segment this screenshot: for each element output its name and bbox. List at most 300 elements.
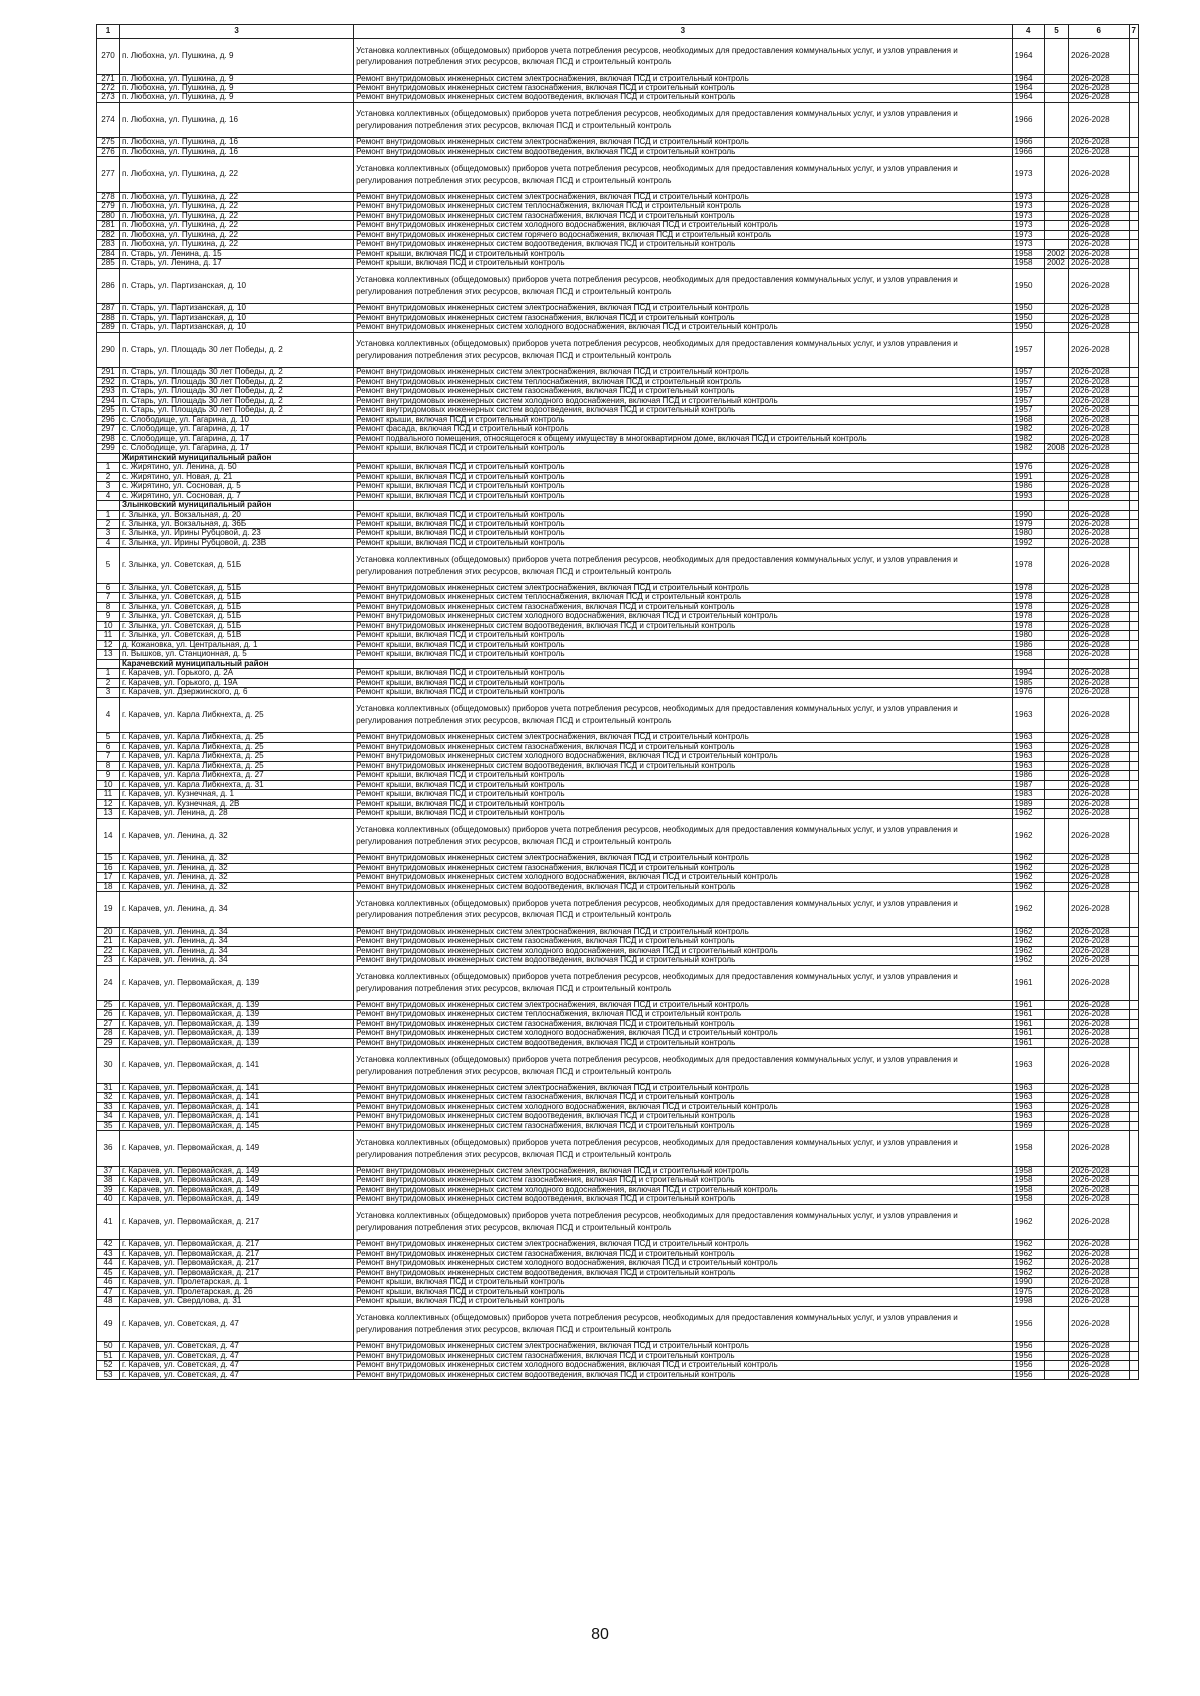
work-type-cell: Ремонт внутридомовых инженерных систем горячего водоснабжения, включая ПСД и строительный контроль (354, 230, 1012, 239)
table-row (97, 780, 1139, 789)
extra-cell (1129, 1010, 1138, 1019)
table-row (97, 640, 1139, 649)
row-number: 26 (97, 1010, 120, 1019)
work-type-cell: Ремонт внутридомовых инженерных систем электроснабжения, включая ПСД и строительный контроль (354, 927, 1012, 936)
year-last-repair-cell (1044, 1112, 1068, 1121)
table-row (97, 1185, 1139, 1194)
table-row (97, 202, 1139, 211)
address-cell: г. Злынка, ул. Советская, д. 51В (119, 631, 353, 640)
table-row (97, 304, 1139, 313)
row-number: 298 (97, 434, 120, 443)
table-row (97, 548, 1139, 584)
row-number: 35 (97, 1121, 120, 1130)
planned-period-cell: 2026-2028 (1068, 1001, 1129, 1010)
row-number-cell (97, 659, 120, 668)
planned-period-cell: 2026-2028 (1068, 761, 1129, 770)
extra-cell (1129, 854, 1138, 863)
extra-cell (1129, 1185, 1138, 1194)
year-built-cell (1012, 501, 1044, 510)
table-row (97, 1131, 1139, 1167)
year-built-cell: 1991 (1012, 472, 1044, 481)
work-type-cell: Ремонт внутридомовых инженерных систем газоснабжения, включая ПСД и строительный контроль (354, 387, 1012, 396)
year-built-cell: 1950 (1012, 268, 1044, 304)
table-row (97, 415, 1139, 424)
address-cell: г. Карачев, ул. Ленина, д. 34 (119, 956, 353, 965)
extra-cell (1129, 102, 1138, 138)
year-last-repair-cell (1044, 313, 1068, 322)
planned-period-cell: 2026-2028 (1068, 304, 1129, 313)
year-built-cell: 1962 (1012, 927, 1044, 936)
work-type-cell: Ремонт крыши, включая ПСД и строительный контроль (354, 444, 1012, 453)
table-row (97, 1121, 1139, 1130)
year-last-repair-cell (1044, 1019, 1068, 1028)
extra-cell (1129, 956, 1138, 965)
row-number: 17 (97, 873, 120, 882)
work-type-cell: Ремонт внутридомовых инженерных систем электроснабжения, включая ПСД и строительный контроль (354, 192, 1012, 201)
planned-period-cell: 2026-2028 (1068, 157, 1129, 193)
year-built-cell: 1990 (1012, 1278, 1044, 1287)
work-type-cell: Ремонт внутридомовых инженерных систем электроснабжения, включая ПСД и строительный контроль (354, 1083, 1012, 1092)
table-row (97, 1195, 1139, 1204)
year-last-repair-cell (1044, 1166, 1068, 1175)
page-number: 80 (591, 1626, 609, 1643)
year-built-cell: 1982 (1012, 425, 1044, 434)
year-last-repair-cell (1044, 854, 1068, 863)
planned-period-cell: 2026-2028 (1068, 937, 1129, 946)
year-last-repair-cell (1044, 612, 1068, 621)
work-type-cell: Ремонт внутридомовых инженерных систем электроснабжения, включая ПСД и строительный контроль (354, 1342, 1012, 1351)
year-built-cell: 1957 (1012, 368, 1044, 377)
year-built-cell: 1964 (1012, 83, 1044, 92)
row-number: 47 (97, 1287, 120, 1296)
extra-cell (1129, 1361, 1138, 1370)
year-last-repair-cell (1044, 192, 1068, 201)
row-number: 41 (97, 1204, 120, 1240)
address-cell: г. Карачев, ул. Первомайская, д. 139 (119, 1010, 353, 1019)
year-built-cell: 1979 (1012, 520, 1044, 529)
table-row (97, 752, 1139, 761)
work-type-cell: Ремонт внутридомовых инженерных систем холодного водоснабжения, включая ПСД и строительный контроль (354, 323, 1012, 332)
year-built-cell: 1986 (1012, 482, 1044, 491)
year-built-cell: 1958 (1012, 1166, 1044, 1175)
planned-period-cell: 2026-2028 (1068, 202, 1129, 211)
planned-period-cell: 2026-2028 (1068, 510, 1129, 519)
planned-period-cell: 2026-2028 (1068, 602, 1129, 611)
address-cell: г. Карачев, ул. Первомайская, д. 141 (119, 1093, 353, 1102)
work-type-cell: Ремонт внутридомовых инженерных систем холодного водоснабжения, включая ПСД и строительный контроль (354, 946, 1012, 955)
address-cell: г. Злынка, ул. Советская, д. 51Б (119, 612, 353, 621)
address-cell: г. Карачев, ул. Первомайская, д. 141 (119, 1102, 353, 1111)
row-number: 293 (97, 387, 120, 396)
table-row (97, 1166, 1139, 1175)
table-row (97, 529, 1139, 538)
extra-cell (1129, 1121, 1138, 1130)
planned-period-cell: 2026-2028 (1068, 678, 1129, 687)
extra-cell (1129, 602, 1138, 611)
year-built-cell: 1963 (1012, 1102, 1044, 1111)
work-type-cell: Установка коллективных (общедомовых) приборов учета потребления ресурсов, необходимых для предоставления коммунальных услуг, и узлов управления и регулирования потребления этих ресурсов, включая ПСД и строительный контроль (354, 1306, 1012, 1342)
work-type-cell: Ремонт крыши, включая ПСД и строительный контроль (354, 482, 1012, 491)
extra-cell (1129, 491, 1138, 500)
year-last-repair-cell (1044, 332, 1068, 368)
address-cell: г. Карачев, ул. Первомайская, д. 149 (119, 1166, 353, 1175)
table-row (97, 593, 1139, 602)
extra-cell (1129, 1038, 1138, 1047)
year-last-repair-cell: 2002 (1044, 259, 1068, 268)
year-last-repair-cell (1044, 892, 1068, 928)
year-built-cell: 1989 (1012, 799, 1044, 808)
year-last-repair-cell (1044, 593, 1068, 602)
work-type-cell: Ремонт крыши, включая ПСД и строительный контроль (354, 669, 1012, 678)
work-type-cell: Ремонт внутридомовых инженерных систем газоснабжения, включая ПСД и строительный контроль (354, 742, 1012, 751)
year-last-repair-cell (1044, 368, 1068, 377)
extra-cell (1129, 434, 1138, 443)
table-row (97, 387, 1139, 396)
year-built-cell: 1958 (1012, 1195, 1044, 1204)
address-cell: г. Карачев, ул. Первомайская, д. 141 (119, 1083, 353, 1092)
table-row (97, 332, 1139, 368)
year-last-repair-cell (1044, 230, 1068, 239)
work-type-cell: Ремонт внутридомовых инженерных систем теплоснабжения, включая ПСД и строительный контроль (354, 377, 1012, 386)
year-last-repair-cell (1044, 491, 1068, 500)
year-built-cell: 1986 (1012, 771, 1044, 780)
row-number: 11 (97, 631, 120, 640)
period-cell (1068, 501, 1129, 510)
extra-cell (1129, 415, 1138, 424)
planned-period-cell: 2026-2028 (1068, 1176, 1129, 1185)
row-number: 270 (97, 39, 120, 75)
table-row (97, 631, 1139, 640)
extra-cell (1129, 1195, 1138, 1204)
extra-cell (1129, 453, 1138, 462)
planned-period-cell: 2026-2028 (1068, 1185, 1129, 1194)
work-cell (354, 659, 1012, 668)
work-type-cell: Ремонт внутридомовых инженерных систем холодного водоснабжения, включая ПСД и строительный контроль (354, 752, 1012, 761)
extra-cell (1129, 965, 1138, 1001)
year-last-repair-cell (1044, 1361, 1068, 1370)
planned-period-cell: 2026-2028 (1068, 268, 1129, 304)
year-built-cell: 1993 (1012, 491, 1044, 500)
extra-cell (1129, 157, 1138, 193)
year-last-repair-cell (1044, 1048, 1068, 1084)
year-built-cell: 1978 (1012, 621, 1044, 630)
row-number: 286 (97, 268, 120, 304)
work-type-cell: Ремонт крыши, включая ПСД и строительный контроль (354, 688, 1012, 697)
table-row (97, 688, 1139, 697)
address-cell: г. Карачев, ул. Первомайская, д. 141 (119, 1112, 353, 1121)
planned-period-cell: 2026-2028 (1068, 946, 1129, 955)
extra-cell (1129, 425, 1138, 434)
planned-period-cell: 2026-2028 (1068, 631, 1129, 640)
address-cell: г. Карачев, ул. Первомайская, д. 217 (119, 1204, 353, 1240)
planned-period-cell: 2026-2028 (1068, 771, 1129, 780)
extra-cell (1129, 1240, 1138, 1249)
table-row (97, 1102, 1139, 1111)
year-last-repair-cell (1044, 1093, 1068, 1102)
planned-period-cell: 2026-2028 (1068, 640, 1129, 649)
work-type-cell: Ремонт крыши, включая ПСД и строительный контроль (354, 650, 1012, 659)
extra-cell (1129, 882, 1138, 891)
work-type-cell: Ремонт внутридомовых инженерных систем холодного водоснабжения, включая ПСД и строительный контроль (354, 873, 1012, 882)
planned-period-cell: 2026-2028 (1068, 583, 1129, 592)
year-last-repair-cell (1044, 157, 1068, 193)
row-number: 48 (97, 1297, 120, 1306)
table-row (97, 147, 1139, 156)
address-cell: с. Жирятино, ул. Сосновая, д. 5 (119, 482, 353, 491)
year-repair-cell (1044, 501, 1068, 510)
year-built-cell: 1961 (1012, 965, 1044, 1001)
work-type-cell: Ремонт внутридомовых инженерных систем водоотведения, включая ПСД и строительный контроль (354, 147, 1012, 156)
year-last-repair-cell (1044, 240, 1068, 249)
extra-cell (1129, 1259, 1138, 1268)
extra-cell (1129, 771, 1138, 780)
table-row (97, 1297, 1139, 1306)
row-number: 9 (97, 612, 120, 621)
work-type-cell: Ремонт крыши, включая ПСД и строительный контроль (354, 510, 1012, 519)
planned-period-cell: 2026-2028 (1068, 1361, 1129, 1370)
year-built-cell: 1961 (1012, 1029, 1044, 1038)
address-cell: с. Слободище, ул. Гагарина, д. 17 (119, 444, 353, 453)
table-row (97, 1093, 1139, 1102)
work-type-cell: Ремонт крыши, включая ПСД и строительный контроль (354, 249, 1012, 258)
district-section-row (97, 501, 1139, 510)
year-last-repair-cell (1044, 602, 1068, 611)
work-type-cell: Ремонт крыши, включая ПСД и строительный контроль (354, 415, 1012, 424)
row-number: 13 (97, 809, 120, 818)
work-type-cell: Ремонт внутридомовых инженерных систем водоотведения, включая ПСД и строительный контроль (354, 1268, 1012, 1277)
work-type-cell: Установка коллективных (общедомовых) приборов учета потребления ресурсов, необходимых для предоставления коммунальных услуг, и узлов управления и регулирования потребления этих ресурсов, включая ПСД и строительный контроль (354, 1131, 1012, 1167)
work-type-cell: Установка коллективных (общедомовых) приборов учета потребления ресурсов, необходимых для предоставления коммунальных услуг, и узлов управления и регулирования потребления этих ресурсов, включая ПСД и строительный контроль (354, 818, 1012, 854)
year-built-cell: 1985 (1012, 678, 1044, 687)
work-type-cell: Ремонт внутридомовых инженерных систем водоотведения, включая ПСД и строительный контроль (354, 240, 1012, 249)
work-type-cell: Ремонт внутридомовых инженерных систем газоснабжения, включая ПСД и строительный контроль (354, 863, 1012, 872)
work-type-cell: Ремонт крыши, включая ПСД и строительный контроль (354, 520, 1012, 529)
row-number: 29 (97, 1038, 120, 1047)
table-row (97, 1038, 1139, 1047)
planned-period-cell: 2026-2028 (1068, 1083, 1129, 1092)
year-last-repair-cell (1044, 387, 1068, 396)
row-number: 299 (97, 444, 120, 453)
table-row (97, 1010, 1139, 1019)
row-number: 279 (97, 202, 120, 211)
row-number: 50 (97, 1342, 120, 1351)
table-row (97, 771, 1139, 780)
column-header: 3 (354, 25, 1012, 39)
extra-cell (1129, 1029, 1138, 1038)
extra-cell (1129, 377, 1138, 386)
address-cell: п. Любохна, ул. Пушкина, д. 22 (119, 211, 353, 220)
extra-cell (1129, 1083, 1138, 1092)
row-number: 51 (97, 1351, 120, 1360)
year-built-cell: 1962 (1012, 946, 1044, 955)
row-number: 23 (97, 956, 120, 965)
year-built-cell: 1963 (1012, 761, 1044, 770)
year-last-repair-cell (1044, 529, 1068, 538)
extra-cell (1129, 863, 1138, 872)
year-last-repair-cell (1044, 650, 1068, 659)
planned-period-cell: 2026-2028 (1068, 1278, 1129, 1287)
address-cell: г. Карачев, ул. Советская, д. 47 (119, 1361, 353, 1370)
work-type-cell: Ремонт внутридомовых инженерных систем газоснабжения, включая ПСД и строительный контроль (354, 1019, 1012, 1028)
address-cell: д. Кожановка, ул. Центральная, д. 1 (119, 640, 353, 649)
work-type-cell: Ремонт внутридомовых инженерных систем электроснабжения, включая ПСД и строительный контроль (354, 304, 1012, 313)
extra-cell (1129, 332, 1138, 368)
address-cell: п. Любохна, ул. Пушкина, д. 16 (119, 102, 353, 138)
row-number: 22 (97, 946, 120, 955)
extra-cell (1129, 1176, 1138, 1185)
year-built-cell: 1987 (1012, 780, 1044, 789)
work-type-cell: Ремонт внутридомовых инженерных систем электроснабжения, включая ПСД и строительный контроль (354, 1001, 1012, 1010)
planned-period-cell: 2026-2028 (1068, 1038, 1129, 1047)
table-row (97, 761, 1139, 770)
year-last-repair-cell (1044, 809, 1068, 818)
year-built-cell: 1963 (1012, 1048, 1044, 1084)
address-cell: с. Слободище, ул. Гагарина, д. 17 (119, 434, 353, 443)
row-number: 13 (97, 650, 120, 659)
year-built-cell: 1963 (1012, 752, 1044, 761)
year-last-repair-cell (1044, 1102, 1068, 1111)
year-last-repair-cell (1044, 1121, 1068, 1130)
work-type-cell: Ремонт внутридомовых инженерных систем холодного водоснабжения, включая ПСД и строительный контроль (354, 1185, 1012, 1194)
year-built-cell: 1968 (1012, 415, 1044, 424)
extra-cell (1129, 240, 1138, 249)
table-row (97, 583, 1139, 592)
row-number: 290 (97, 332, 120, 368)
year-last-repair-cell (1044, 39, 1068, 75)
table-row (97, 491, 1139, 500)
work-type-cell: Ремонт фасада, включая ПСД и строительный контроль (354, 425, 1012, 434)
year-last-repair-cell: 2008 (1044, 444, 1068, 453)
planned-period-cell: 2026-2028 (1068, 249, 1129, 258)
address-cell: п. Старь, ул. Площадь 30 лет Победы, д. 2 (119, 396, 353, 405)
extra-cell (1129, 669, 1138, 678)
column-number-row (97, 25, 1139, 39)
row-number: 36 (97, 1131, 120, 1167)
extra-cell (1129, 529, 1138, 538)
extra-cell (1129, 873, 1138, 882)
year-last-repair-cell (1044, 678, 1068, 687)
year-last-repair-cell (1044, 583, 1068, 592)
year-last-repair-cell (1044, 742, 1068, 751)
table-row (97, 1204, 1139, 1240)
year-built-cell: 1966 (1012, 102, 1044, 138)
planned-period-cell: 2026-2028 (1068, 313, 1129, 322)
table-row (97, 1083, 1139, 1092)
address-cell: п. Любохна, ул. Пушкина, д. 16 (119, 138, 353, 147)
year-built-cell: 1962 (1012, 1204, 1044, 1240)
year-built-cell: 1962 (1012, 809, 1044, 818)
planned-period-cell: 2026-2028 (1068, 93, 1129, 102)
year-last-repair-cell (1044, 472, 1068, 481)
address-cell: п. Любохна, ул. Пушкина, д. 16 (119, 147, 353, 156)
year-last-repair-cell (1044, 520, 1068, 529)
year-last-repair-cell (1044, 873, 1068, 882)
work-type-cell: Ремонт внутридомовых инженерных систем холодного водоснабжения, включая ПСД и строительный контроль (354, 612, 1012, 621)
year-built-cell: 1992 (1012, 538, 1044, 547)
extra-cell (1129, 1019, 1138, 1028)
row-number: 33 (97, 1102, 120, 1111)
planned-period-cell: 2026-2028 (1068, 434, 1129, 443)
work-type-cell: Ремонт крыши, включая ПСД и строительный контроль (354, 790, 1012, 799)
address-cell: г. Карачев, ул. Первомайская, д. 139 (119, 1038, 353, 1047)
work-type-cell: Ремонт внутридомовых инженерных систем электроснабжения, включая ПСД и строительный контроль (354, 138, 1012, 147)
address-cell: г. Карачев, ул. Карла Либкнехта, д. 25 (119, 761, 353, 770)
year-last-repair-cell (1044, 688, 1068, 697)
table-row (97, 742, 1139, 751)
row-number: 12 (97, 799, 120, 808)
row-number: 289 (97, 323, 120, 332)
table-row (97, 1019, 1139, 1028)
year-built-cell: 1957 (1012, 377, 1044, 386)
work-type-cell: Ремонт внутридомовых инженерных систем холодного водоснабжения, включая ПСД и строительный контроль (354, 221, 1012, 230)
planned-period-cell: 2026-2028 (1068, 548, 1129, 584)
extra-cell (1129, 780, 1138, 789)
work-type-cell: Ремонт внутридомовых инженерных систем газоснабжения, включая ПСД и строительный контроль (354, 1249, 1012, 1258)
extra-cell (1129, 761, 1138, 770)
row-number: 6 (97, 742, 120, 751)
row-number: 10 (97, 780, 120, 789)
row-number: 37 (97, 1166, 120, 1175)
address-cell: п. Старь, ул. Партизанская, д. 10 (119, 304, 353, 313)
planned-period-cell: 2026-2028 (1068, 621, 1129, 630)
row-number: 21 (97, 937, 120, 946)
extra-cell (1129, 83, 1138, 92)
extra-cell (1129, 1351, 1138, 1360)
year-built-cell: 1978 (1012, 593, 1044, 602)
row-number: 46 (97, 1278, 120, 1287)
extra-cell (1129, 1297, 1138, 1306)
row-number: 39 (97, 1185, 120, 1194)
planned-period-cell: 2026-2028 (1068, 425, 1129, 434)
year-repair-cell (1044, 453, 1068, 462)
work-type-cell: Ремонт внутридомовых инженерных систем электроснабжения, включая ПСД и строительный контроль (354, 583, 1012, 592)
year-last-repair-cell (1044, 1038, 1068, 1047)
table-row (97, 396, 1139, 405)
district-section-row (97, 659, 1139, 668)
row-number: 273 (97, 93, 120, 102)
table-row (97, 211, 1139, 220)
address-cell: г. Злынка, ул. Советская, д. 51Б (119, 593, 353, 602)
address-cell: г. Карачев, ул. Ленина, д. 34 (119, 937, 353, 946)
extra-cell (1129, 268, 1138, 304)
year-built-cell: 1957 (1012, 332, 1044, 368)
extra-cell (1129, 1370, 1138, 1379)
planned-period-cell: 2026-2028 (1068, 332, 1129, 368)
year-last-repair-cell (1044, 1204, 1068, 1240)
planned-period-cell: 2026-2028 (1068, 396, 1129, 405)
planned-period-cell: 2026-2028 (1068, 259, 1129, 268)
planned-period-cell: 2026-2028 (1068, 230, 1129, 239)
year-built-cell: 1980 (1012, 631, 1044, 640)
work-type-cell: Ремонт крыши, включая ПСД и строительный контроль (354, 631, 1012, 640)
address-cell: г. Злынка, ул. Вокзальная, д. 36Б (119, 520, 353, 529)
extra-cell (1129, 1166, 1138, 1175)
year-built-cell: 1962 (1012, 873, 1044, 882)
table-row (97, 472, 1139, 481)
address-cell: п. Любохна, ул. Пушкина, д. 9 (119, 39, 353, 75)
address-cell: г. Карачев, ул. Ленина, д. 32 (119, 818, 353, 854)
year-last-repair-cell (1044, 937, 1068, 946)
year-last-repair-cell (1044, 956, 1068, 965)
work-type-cell: Ремонт внутридомовых инженерных систем холодного водоснабжения, включая ПСД и строительный контроль (354, 1102, 1012, 1111)
year-last-repair-cell (1044, 1268, 1068, 1277)
address-cell: с. Слободище, ул. Гагарина, д. 10 (119, 415, 353, 424)
table-body (97, 25, 1139, 1380)
district-title: Злынковский муниципальный район (119, 501, 353, 510)
work-type-cell: Ремонт внутридомовых инженерных систем электроснабжения, включая ПСД и строительный контроль (354, 74, 1012, 83)
year-built-cell: 1958 (1012, 1131, 1044, 1167)
address-cell: г. Карачев, ул. Пролетарская, д. 26 (119, 1287, 353, 1296)
